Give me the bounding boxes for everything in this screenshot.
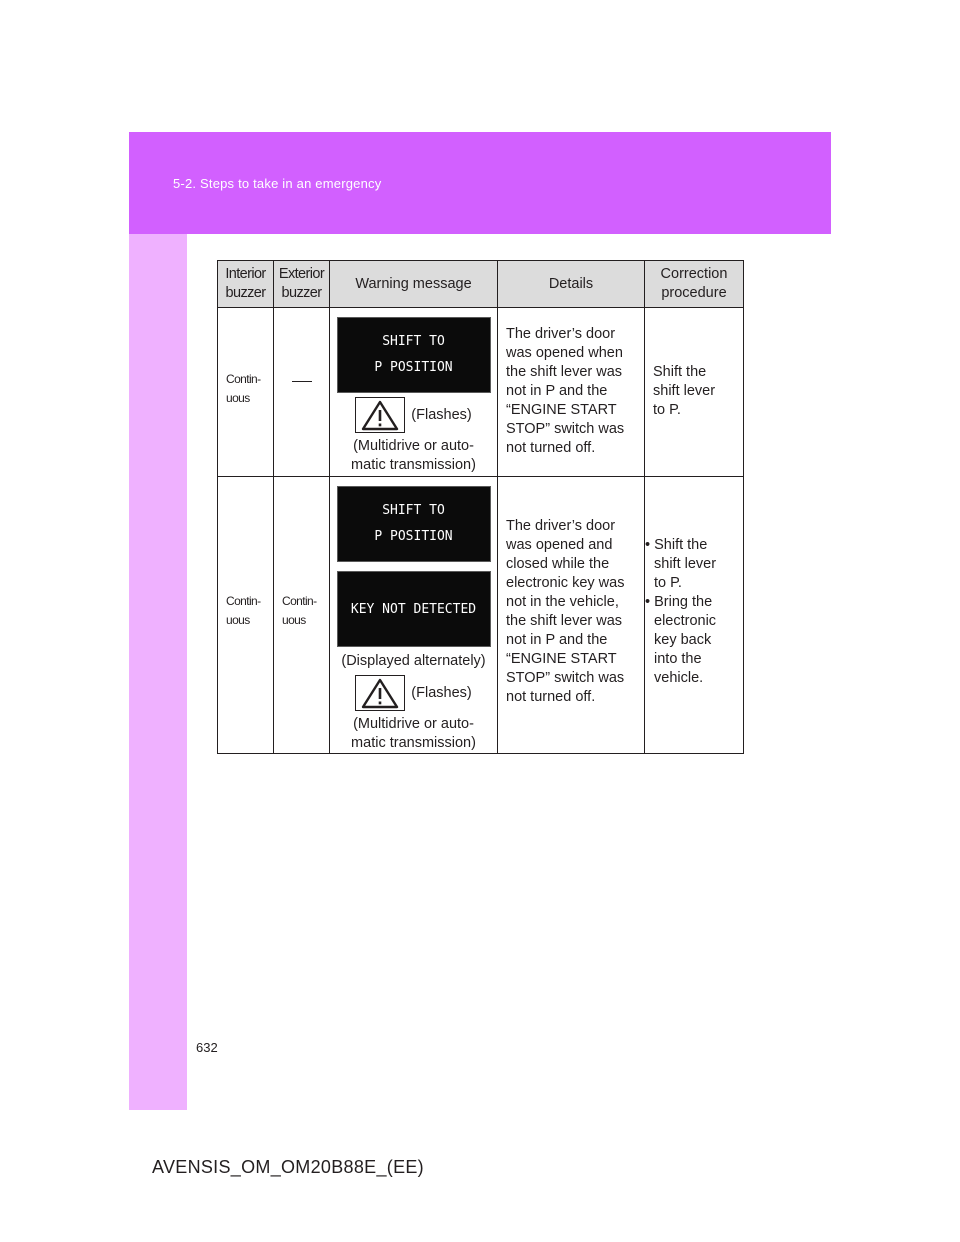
warning-table — [217, 260, 744, 754]
correction-cell — [645, 308, 744, 477]
interior-buzzer-value: Contin- uous — [226, 594, 261, 627]
header-details: Details — [498, 261, 645, 308]
table-row — [218, 308, 744, 477]
correction-item: • Bring the electronic key back into the vehicle. — [645, 594, 717, 686]
flashes-label: (Flashes) — [411, 406, 472, 423]
interior-buzzer-value: Contin- uous — [226, 372, 261, 405]
lcd-display — [337, 317, 491, 393]
lcd-display-2 — [337, 571, 491, 647]
interior-buzzer-cell — [218, 308, 274, 477]
correction-cell — [645, 477, 744, 754]
header-correction-procedure: Correction procedure — [645, 261, 744, 308]
exterior-buzzer-value: Contin- uous — [282, 594, 317, 627]
warning-message-cell — [330, 477, 498, 754]
page-number: 632 — [196, 1040, 218, 1055]
warning-triangle-icon — [355, 675, 405, 711]
flash-indicator — [330, 675, 497, 711]
header-exterior-buzzer: Exterior buzzer — [274, 261, 330, 308]
exterior-buzzer-value — [292, 381, 312, 382]
warning-message-cell — [330, 308, 498, 477]
section-title: 5-2. Steps to take in an emergency — [173, 176, 382, 191]
lcd-key-not-detected: KEY NOT DETECTED — [350, 601, 477, 617]
transmission-note: (Multidrive or auto- matic transmission) — [351, 716, 476, 751]
header-interior-buzzer: Interior buzzer — [218, 261, 274, 308]
alternate-note: (Displayed alternately) — [341, 653, 486, 669]
lcd-display — [337, 486, 491, 562]
document-code: AVENSIS_OM_OM20B88E_(EE) — [152, 1157, 424, 1177]
table-header-row — [218, 261, 744, 308]
correction-item: • Shift the shift lever to P. — [645, 537, 717, 591]
lcd-line-2: P POSITION — [374, 360, 453, 375]
header-warning-message: Warning message — [330, 261, 498, 308]
warning-triangle-icon — [355, 397, 405, 433]
details-cell — [498, 308, 645, 477]
lcd-line-1: SHIFT TO — [382, 334, 445, 349]
lcd-line-1: SHIFT TO — [382, 503, 445, 518]
correction-text: Shift the shift lever to P. — [653, 364, 716, 418]
lcd-line-2: P POSITION — [374, 529, 453, 544]
transmission-note: (Multidrive or auto- matic transmission) — [351, 438, 476, 473]
details-text: The driver’s door was opened when the shift lever was not in P and the “ENGINE START STOP” switch was not turned off. — [506, 326, 625, 456]
side-tab-band — [129, 234, 187, 1110]
exterior-buzzer-cell — [274, 477, 330, 754]
table-row — [218, 477, 744, 754]
flash-indicator — [330, 397, 497, 433]
details-text: The driver’s door was opened and closed while the electronic key was not in the vehicle, the shift lever was not in P and the “ENGINE START STOP” switch was not turned off. — [506, 518, 625, 705]
interior-buzzer-cell — [218, 477, 274, 754]
flashes-label: (Flashes) — [411, 684, 472, 701]
details-cell — [498, 477, 645, 754]
correction-list — [645, 536, 743, 688]
exterior-buzzer-cell — [274, 308, 330, 477]
